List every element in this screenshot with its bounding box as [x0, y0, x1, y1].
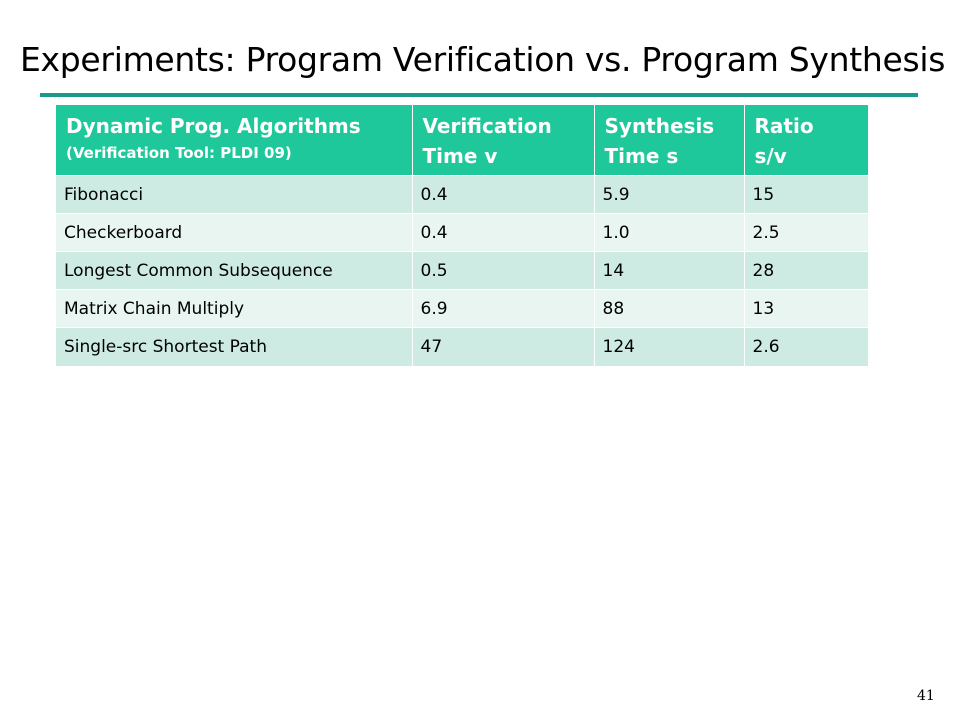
- header-algorithm-title: Dynamic Prog. Algorithms: [66, 114, 361, 138]
- cell-ratio: 2.6: [744, 328, 868, 366]
- header-ratio-line2: s/v: [754, 144, 787, 168]
- header-algorithm-note: (Verification Tool: PLDI 09): [66, 144, 292, 162]
- header-verification-line1: Verification: [422, 114, 552, 138]
- cell-algorithm: Fibonacci: [56, 176, 412, 214]
- cell-synthesis-time: 124: [594, 328, 744, 366]
- cell-ratio: 2.5: [744, 214, 868, 252]
- header-ratio-line1: Ratio: [754, 114, 814, 138]
- header-verification-line2: Time v: [422, 144, 498, 168]
- cell-ratio: 28: [744, 252, 868, 290]
- header-algorithm: [56, 105, 412, 176]
- header-synthesis-line1: Synthesis: [604, 114, 715, 138]
- header-verification-time: [412, 105, 594, 176]
- cell-verification-time: 0.4: [412, 176, 594, 214]
- cell-ratio: 13: [744, 290, 868, 328]
- cell-algorithm: Single-src Shortest Path: [56, 328, 412, 366]
- cell-ratio: 15: [744, 176, 868, 214]
- cell-algorithm: Checkerboard: [56, 214, 412, 252]
- cell-algorithm: Matrix Chain Multiply: [56, 290, 412, 328]
- title-underline: [40, 93, 918, 97]
- table-row: [56, 214, 868, 252]
- cell-verification-time: 47: [412, 328, 594, 366]
- cell-synthesis-time: 1.0: [594, 214, 744, 252]
- header-synthesis-line2: Time s: [604, 144, 679, 168]
- results-table: [56, 105, 868, 366]
- cell-verification-time: 6.9: [412, 290, 594, 328]
- header-synthesis-time: [594, 105, 744, 176]
- table-row: [56, 252, 868, 290]
- page-number: 41: [917, 688, 935, 704]
- cell-synthesis-time: 88: [594, 290, 744, 328]
- table-row: [56, 328, 868, 366]
- table-row: [56, 290, 868, 328]
- cell-synthesis-time: 14: [594, 252, 744, 290]
- table-header-row: [56, 105, 868, 176]
- cell-verification-time: 0.5: [412, 252, 594, 290]
- cell-verification-time: 0.4: [412, 214, 594, 252]
- cell-algorithm: Longest Common Subsequence: [56, 252, 412, 290]
- header-ratio: [744, 105, 868, 176]
- slide-title: Experiments: Program Verification vs. Program Synthesis: [20, 40, 946, 79]
- cell-synthesis-time: 5.9: [594, 176, 744, 214]
- table-row: [56, 176, 868, 214]
